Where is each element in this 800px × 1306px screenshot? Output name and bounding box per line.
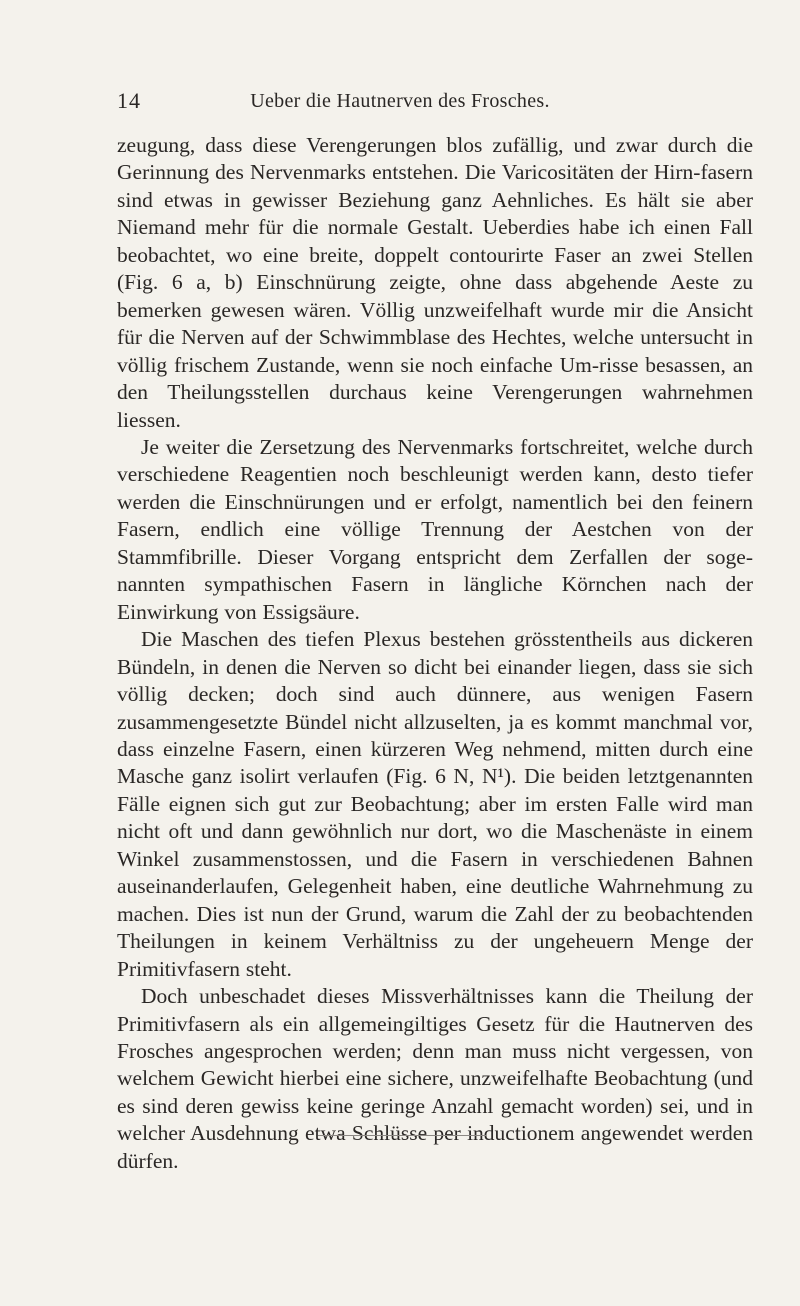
paragraph-1: zeugung, dass diese Verengerungen blos zufällig, und zwar durch die Gerinnung des Nervenmarks entstehen. Die Varicositäten der Hirn-fasern sind etwas in gewisser Beziehung ganz Aehnliches. Es hält sie aber Niemand mehr für die normale Gestalt. Ueberdies habe ich einen Fall beobachtet, wo eine breite, doppelt contourirte Faser an zwei Stellen (Fig. 6 a, b) Einschnürung zeigte, ohne dass abgehende Aeste zu bemerken gewesen wären. Völlig unzweifelhaft wurde mir die Ansicht für die Nerven auf der Schwimmblase des Hechtes, welche untersucht in völlig frischem Zustande, wenn sie noch einfache Um-risse besassen, an den Theilungsstellen durchaus keine Verengerungen wahrnehmen liessen. [117, 133, 753, 432]
running-title: Ueber die Hautnerven des Frosches. [250, 90, 550, 112]
page-number: 14 [117, 88, 141, 113]
body-text [117, 132, 753, 1175]
end-rule [318, 1135, 486, 1136]
paragraph-3: Die Maschen des tiefen Plexus bestehen grösstentheils aus dickeren Bündeln, in denen die Nerven so dicht bei einander liegen, dass sie sich völlig decken; doch sind auch dünnere, aus wenigen Fasern zusammengesetzte Bündel nicht allzuselten, ja es kommt manchmal vor, dass einzelne Fasern, einen kürzeren Weg nehmend, mitten durch eine Masche ganz isolirt verlaufen (Fig. 6 N, N¹). Die beiden letztgenannten Fälle eignen sich gut zur Beobachtung; aber im ersten Falle wird man nicht oft und dann gewöhnlich nur dort, wo die Maschenäste in einem Winkel zusammenstossen, und die Fasern in verschiedenen Bahnen auseinanderlaufen, Gelegenheit haben, eine deutliche Wahrnehmung zu machen. Dies ist nun der Grund, warum die Zahl der zu beobachtenden Theilungen in keinem Verhältniss zu der ungeheuern Menge der Primitivfasern steht. [117, 627, 753, 981]
paragraph-4: Doch unbeschadet dieses Missverhältnisses kann die Theilung der Primitivfasern als ein allgemeingiltiges Gesetz für die Hautnerven des Frosches angesprochen werden; denn man muss nicht vergessen, von welchem Gewicht hierbei eine sichere, unzweifelhafte Beobachtung (und es sind deren gewiss keine geringe Anzahl gemacht worden) sei, und in welcher Ausdehnung etwa Schlüsse per inductionem angewendet werden dürfen. [117, 984, 753, 1173]
paragraph-2: Je weiter die Zersetzung des Nervenmarks fortschreitet, welche durch verschiedene Reagentien noch beschleunigt werden kann, desto tiefer werden die Einschnürungen und er erfolgt, namentlich bei den feinern Fasern, endlich eine völlige Trennung der Aestchen von der Stammfibrille. Dieser Vorgang entspricht dem Zerfallen der soge-nannten sympathischen Fasern in längliche Körnchen nach der Einwirkung von Essigsäure. [117, 434, 753, 624]
